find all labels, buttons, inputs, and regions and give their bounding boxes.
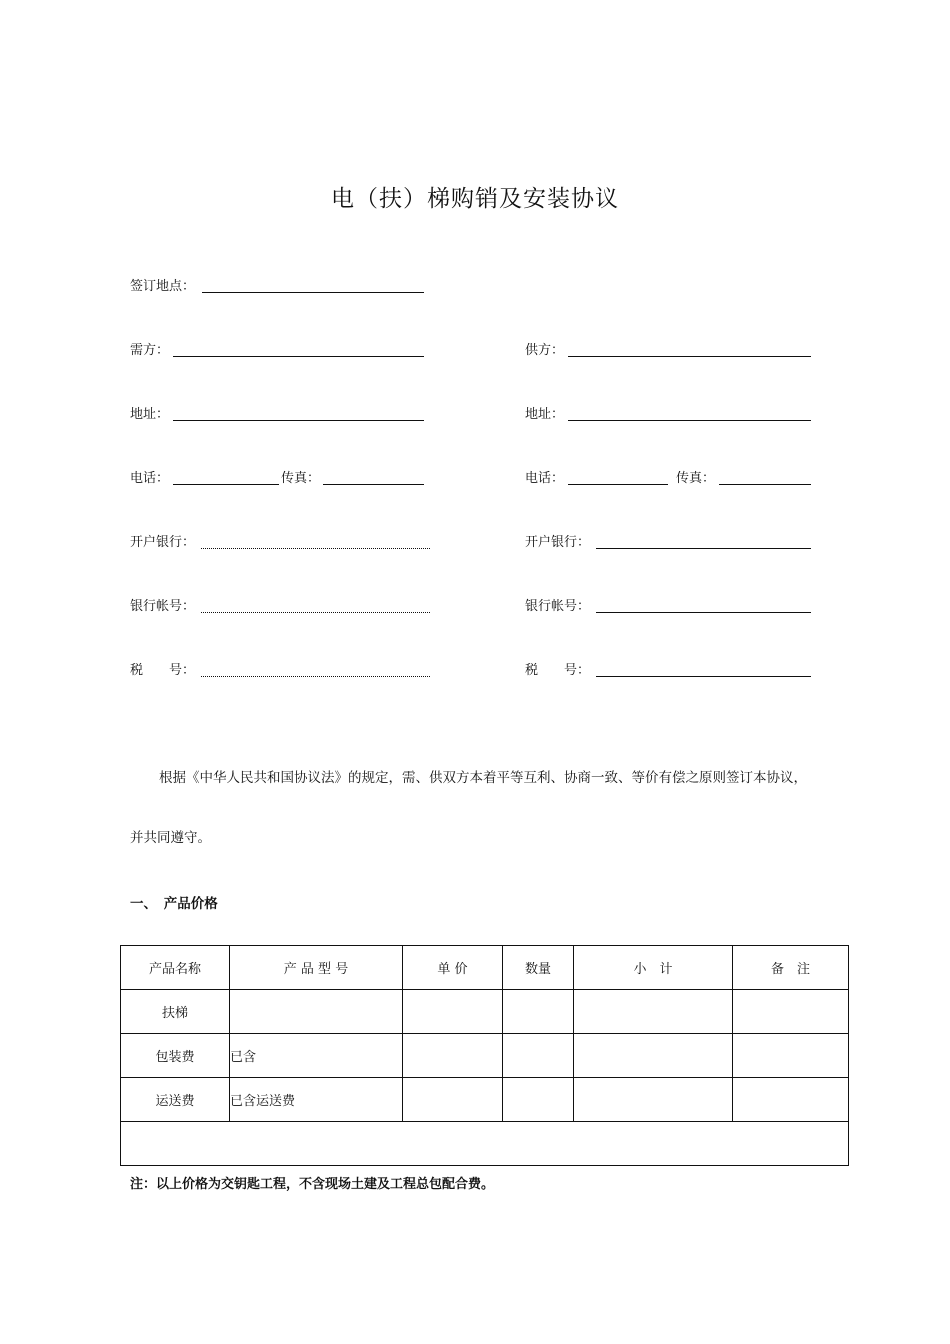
header-product-name: 产品名称: [121, 946, 230, 990]
header-unit-price: 单 价: [403, 946, 503, 990]
preamble-line-2: 并共同遵守。: [130, 830, 211, 846]
supplier-label: 供方：: [525, 343, 565, 358]
cell-model[interactable]: [230, 990, 403, 1034]
buyer-account-label: 银行帐号：: [130, 599, 196, 614]
buyer-phone-field[interactable]: [173, 484, 279, 485]
table-row: [121, 1078, 849, 1122]
cell-remarks[interactable]: [733, 990, 849, 1034]
supplier-fax-field[interactable]: [719, 484, 811, 485]
supplier-fax-label: 传真：: [676, 471, 716, 486]
place-label: 签订地点：: [130, 279, 196, 294]
table-header-row: [121, 946, 849, 990]
place-field[interactable]: [202, 292, 424, 293]
supplier-bank-label: 开户银行：: [525, 535, 591, 550]
buyer-bank-label: 开户银行：: [130, 535, 196, 550]
section-heading-price: 一、 产品价格: [130, 896, 218, 912]
document-title: 电（扶）梯购销及安装协议: [331, 186, 619, 212]
buyer-fax-field[interactable]: [323, 484, 424, 485]
buyer-phone-label: 电话：: [130, 471, 170, 486]
price-note: 注：以上价格为交钥匙工程，不含现场土建及工程总包配合费。: [130, 1177, 495, 1192]
table-row: [121, 990, 849, 1034]
cell-quantity[interactable]: [503, 1034, 574, 1078]
cell-unit-price[interactable]: [403, 1078, 503, 1122]
cell-model[interactable]: 已含运送费: [230, 1078, 403, 1122]
header-remarks: 备 注: [733, 946, 849, 990]
cell-unit-price[interactable]: [403, 1034, 503, 1078]
supplier-tax-field[interactable]: [596, 676, 811, 677]
buyer-tax-label: 税 号：: [130, 663, 196, 678]
buyer-tax-field[interactable]: [201, 676, 430, 677]
supplier-bank-field[interactable]: [596, 548, 811, 549]
table-row: [121, 1034, 849, 1078]
table-total-row: [121, 1122, 849, 1166]
cell-product-name: 扶梯: [121, 990, 230, 1034]
supplier-field[interactable]: [568, 356, 811, 357]
cell-model[interactable]: 已含: [230, 1034, 403, 1078]
cell-quantity[interactable]: [503, 990, 574, 1034]
cell-total-blank[interactable]: [121, 1122, 849, 1166]
cell-remarks[interactable]: [733, 1078, 849, 1122]
cell-remarks[interactable]: [733, 1034, 849, 1078]
cell-unit-price[interactable]: [403, 990, 503, 1034]
supplier-phone-field[interactable]: [568, 484, 668, 485]
buyer-label: 需方：: [130, 343, 170, 358]
buyer-fax-label: 传真：: [281, 471, 321, 486]
supplier-phone-label: 电话：: [525, 471, 565, 486]
supplier-account-field[interactable]: [596, 612, 811, 613]
price-table: [120, 945, 849, 1166]
preamble-line-1: 根据《中华人民共和国协议法》的规定，需、供双方本着平等互利、协商一致、等价有偿之原则签订本协议，: [159, 770, 807, 786]
supplier-account-label: 银行帐号：: [525, 599, 591, 614]
buyer-address-field[interactable]: [173, 420, 424, 421]
supplier-address-label: 地址：: [525, 407, 565, 422]
cell-product-name: 运送费: [121, 1078, 230, 1122]
buyer-account-field[interactable]: [201, 612, 430, 613]
cell-subtotal[interactable]: [574, 1034, 733, 1078]
buyer-bank-field[interactable]: [201, 548, 430, 549]
supplier-tax-label: 税 号：: [525, 663, 591, 678]
buyer-address-label: 地址：: [130, 407, 170, 422]
header-quantity: 数量: [503, 946, 574, 990]
buyer-field[interactable]: [173, 356, 424, 357]
header-model: 产 品 型 号: [230, 946, 403, 990]
cell-subtotal[interactable]: [574, 1078, 733, 1122]
cell-subtotal[interactable]: [574, 990, 733, 1034]
header-subtotal: 小 计: [574, 946, 733, 990]
cell-product-name: 包装费: [121, 1034, 230, 1078]
supplier-address-field[interactable]: [568, 420, 811, 421]
cell-quantity[interactable]: [503, 1078, 574, 1122]
